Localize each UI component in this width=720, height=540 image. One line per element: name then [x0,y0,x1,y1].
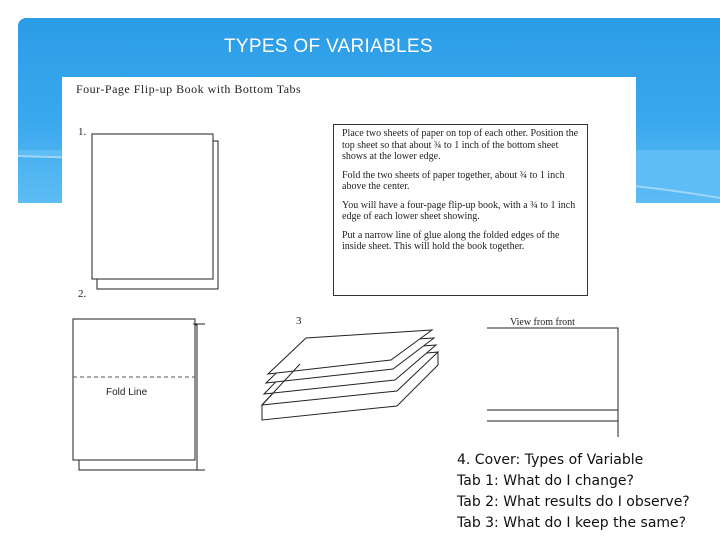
caption-tab-3-line: Tab 3: What do I keep the same? [457,515,687,531]
step-2-number: 2. [78,288,87,300]
document-title: Four-Page Flip-up Book with Bottom Tabs [76,82,302,96]
instruction-2: Fold the two sheets of paper together, about ¾ to 1 inch above the center. [342,169,565,192]
tab-labels-caption [457,450,690,534]
instruction-1: Place two sheets of paper on top of each other. Position the top sheet so that about ¾ to 1 inch of the bottom sheet shows at the lower edge. [342,128,579,162]
instruction-3: You will have a four-page flip-up book, with a ¾ to 1 inch edge of each lower sheet showing. [342,199,576,222]
step-3-flip-book-illustration [262,330,438,420]
fold-line-label: Fold Line [106,387,148,398]
front-view-illustration [487,328,618,437]
step-1-number: 1. [78,126,87,138]
step-3-number: 3 [296,315,302,327]
view-from-front-label: View from front [510,317,575,328]
caption-cover-line: 4. Cover: Types of Variable [457,452,644,468]
instruction-4: Put a narrow line of glue along the folded edges of the inside sheet. This will hold the book together. [342,229,560,252]
step-1-sheets-illustration [92,134,218,289]
slide-title: TYPES OF VARIABLES [224,36,433,57]
caption-tab-1-line: Tab 1: What do I change? [457,473,634,489]
caption-tab-2-line: Tab 2: What results do I observe? [457,494,690,510]
